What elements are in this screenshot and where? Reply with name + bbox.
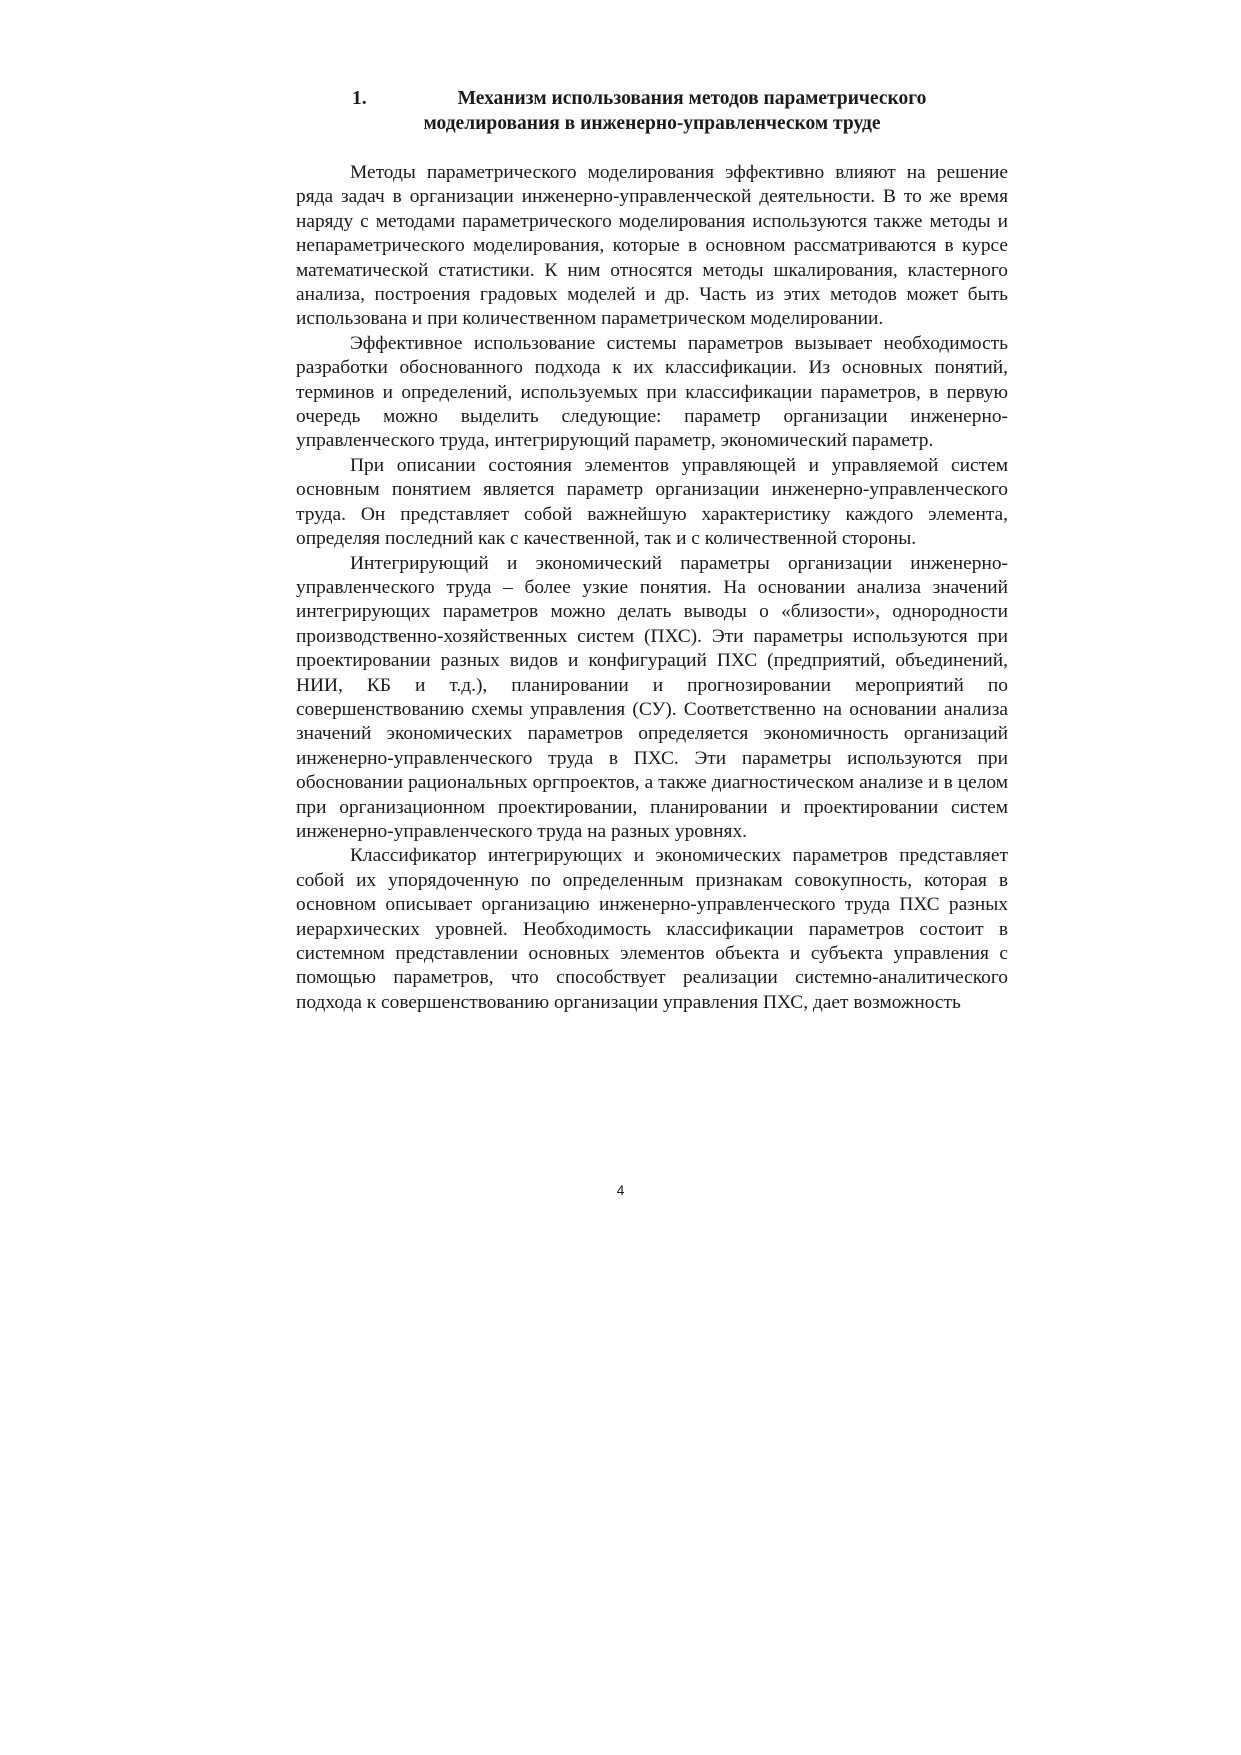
paragraph-3: При описании состояния элементов управляющей и управляемой систем основным понятием является параметр организации инженерно-управленческого труда. Он представляет собой важнейшую характеристику каждого элемента, определяя последний как с качественной, так и с количественной стороны. xyxy=(296,454,1008,550)
paragraph-2: Эффективное использование системы параметров вызывает необходимость разработки обоснованного подхода к их классификации. Из основных понятий, терминов и определений, используемых при классификации параметров, в первую очередь можно выделить следующие: параметр организации инженерно-управленческого труда, интегрирующий параметр, экономический параметр. xyxy=(296,332,1008,452)
section-heading xyxy=(296,86,1008,136)
paragraph-5: Классификатор интегрирующих и экономических параметров представляет собой их упорядоченную по определенным признакам совокупность, которая в основном описывает организацию инженерно-управленческого труда ПХС разных иерархических уровней. Необходимость классификации параметров состоит в системном представлении основных элементов объекта и субъекта управления с помощью параметров, что способствует реализации системно-аналитического подхода к совершенствованию организации управления ПХС, дает возможность xyxy=(296,845,1008,1013)
section-title-line-2: моделирования в инженерно-управленческом труде xyxy=(423,113,881,134)
body-text xyxy=(296,161,1008,1015)
paragraph-4: Интегрирующий и экономический параметры организации инженерно-управленческого труда – более узкие понятия. На основании анализа значений интегрирующих параметров можно делать выводы о «близости», однородности производственно-хозяйственных систем (ПХС). Эти параметры используются при проектировании разных видов и конфигураций ПХС (предприятий, объединений, НИИ, КБ и т.д.), планировании и прогнозировании мероприятий по совершенствованию схемы управления (СУ). Соответственно на основании анализа значений экономических параметров определяется экономичность организаций инженерно-управленческого труда в ПХС. Эти параметры используются при обосновании рациональных оргпроектов, а также диагностическом анализе и в целом при организационном проектировании, планировании и проектировании систем инженерно-управленческого труда на разных уровнях. xyxy=(296,552,1008,842)
page-number: 4 xyxy=(616,1182,625,1198)
section-title-line-1: Механизм использования методов параметрического xyxy=(457,88,927,109)
section-number: 1. xyxy=(352,88,367,109)
paragraph-1: Методы параметрического моделирования эффективно влияют на решение ряда задач в организации инженерно-управленческой деятельности. В то же время наряду с методами параметрического моделирования используются также методы и непараметрического моделирования, которые в основном рассматриваются в курсе математической статистики. К ним относятся методы шкалирования, кластерного анализа, построения градовых моделей и др. Часть из этих методов может быть использована и при количественном параметрическом моделировании. xyxy=(296,162,1008,330)
